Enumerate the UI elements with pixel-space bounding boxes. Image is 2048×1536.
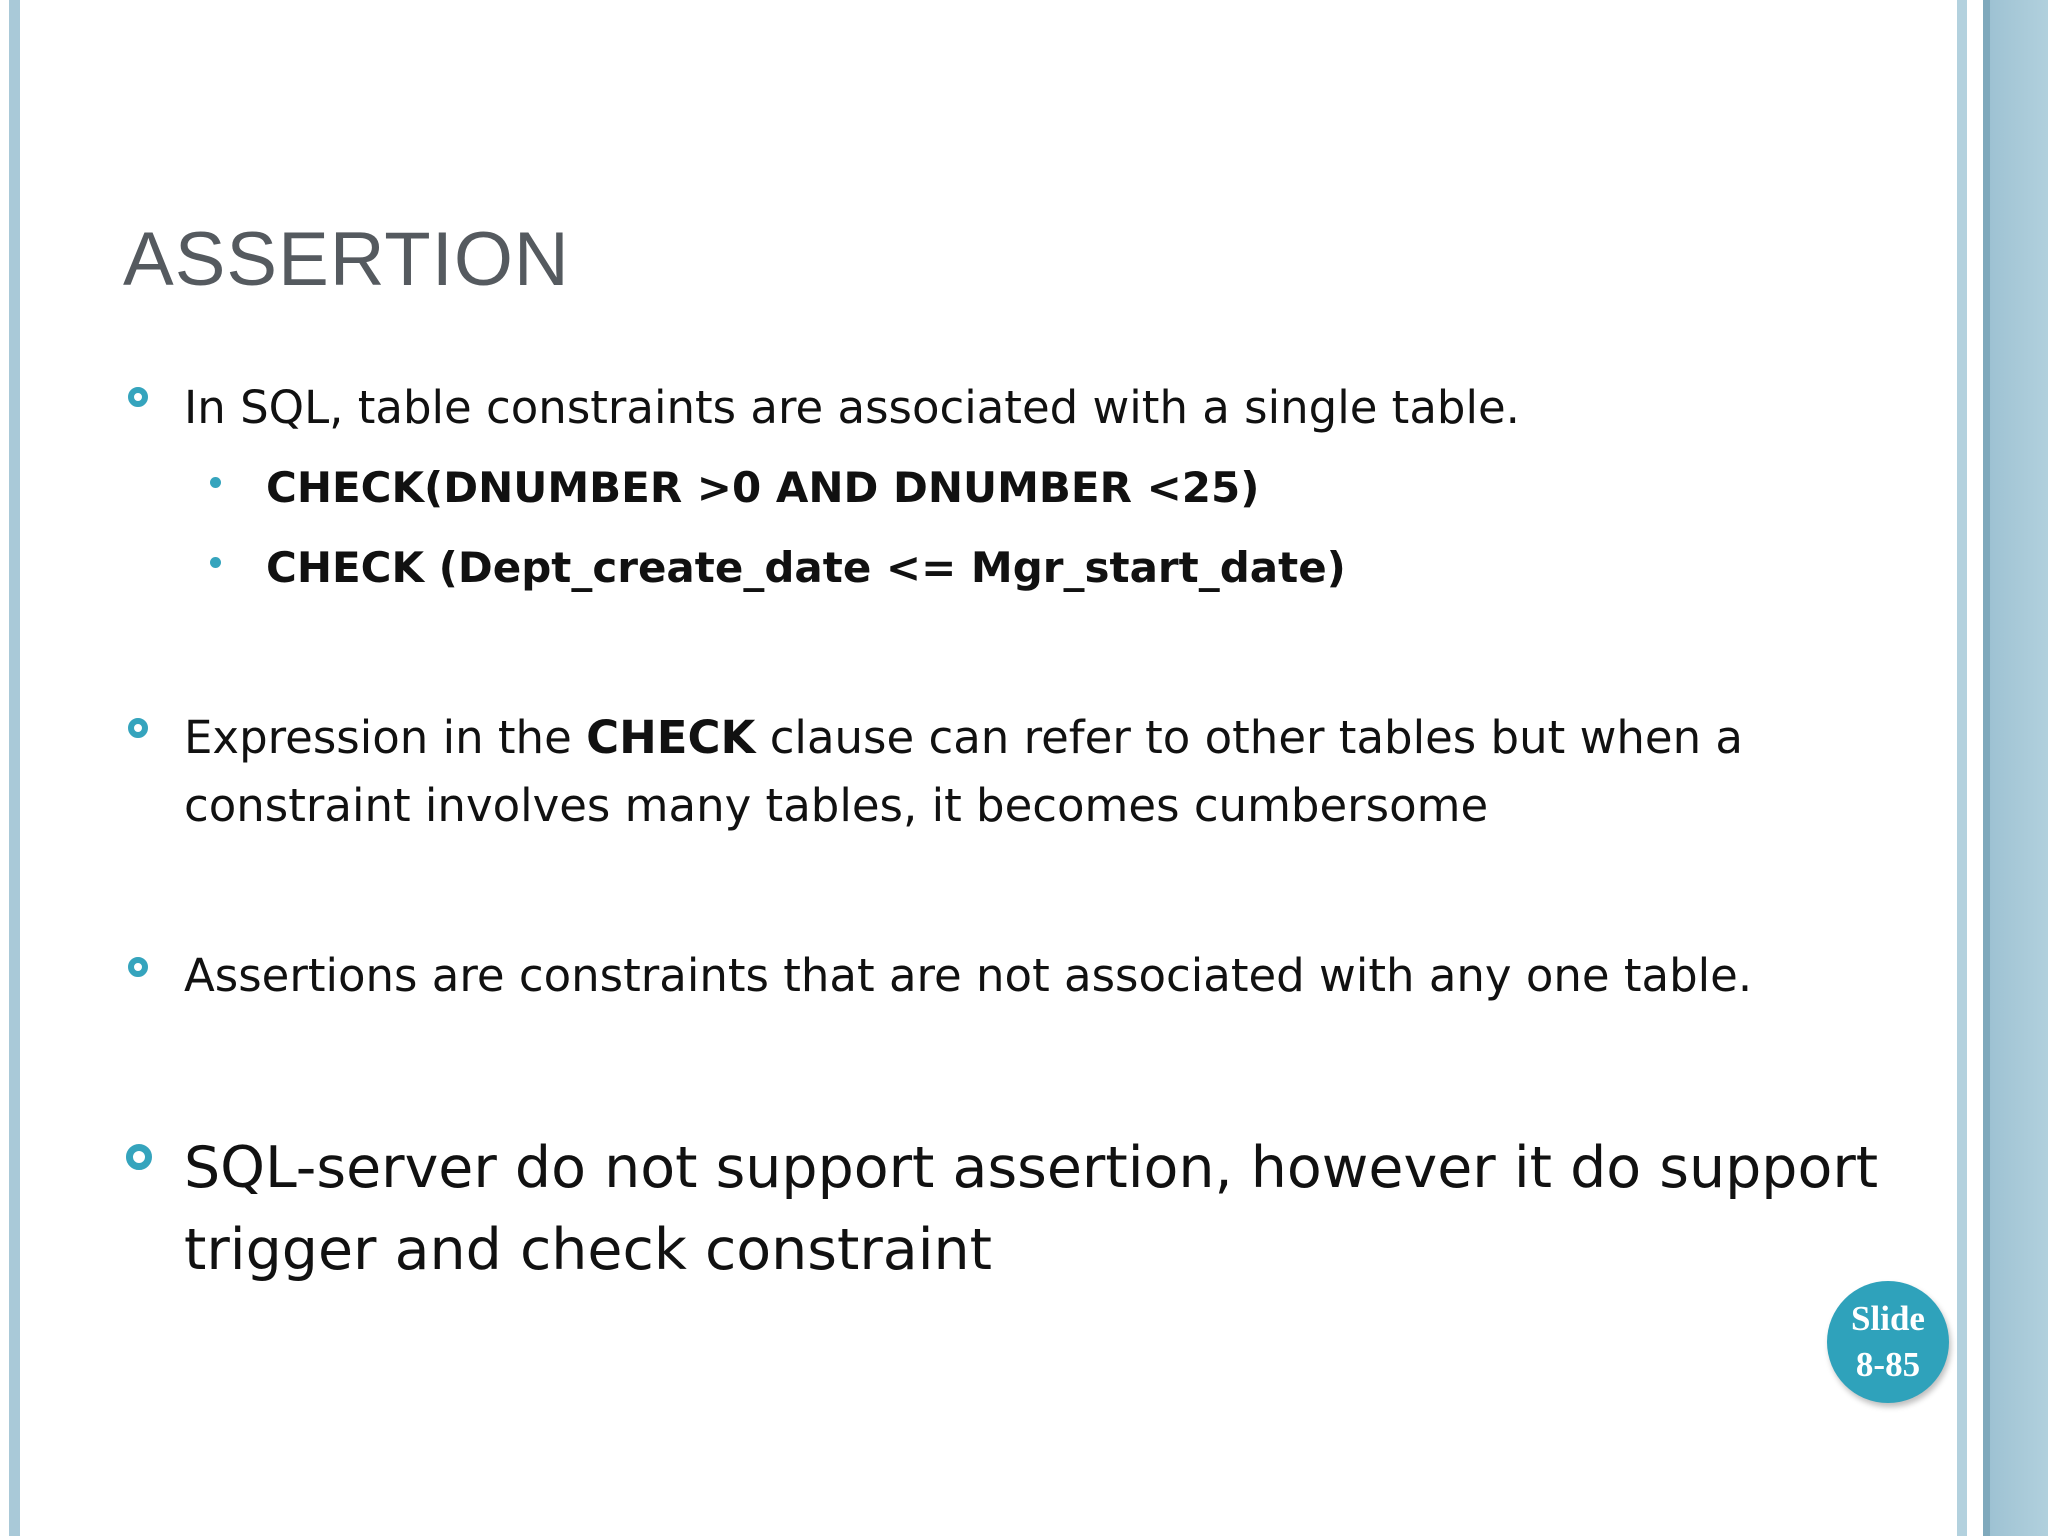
- right-frame-inner-bar: [1983, 0, 1990, 1536]
- sub-bullet-dot-icon: [210, 557, 221, 568]
- slide-number-badge: [1827, 1281, 1949, 1403]
- sub-bullet-2-text: CHECK (Dept_create_date <= Mgr_start_date): [266, 543, 1346, 592]
- slide-title: ASSERTION: [123, 217, 570, 302]
- bullet-2-line-2: constraint involves many tables, it becomes cumbersome: [184, 779, 1489, 832]
- bullet-ring-icon: [128, 387, 148, 407]
- bullet-4-line-1: SQL-server do not support assertion, however it do support: [184, 1135, 1879, 1201]
- bullet-2-text-after: clause can refer to other tables but when a: [755, 711, 1743, 764]
- slide-badge-number: 8-85: [1855, 1345, 1921, 1384]
- bullet-2-check-keyword: CHECK: [586, 711, 756, 764]
- sub-bullet-dot-icon: [210, 477, 221, 488]
- bullet-1-text: In SQL, table constraints are associated with a single table.: [184, 381, 1520, 434]
- sub-bullet-1-text: CHECK(DNUMBER >0 AND DNUMBER <25): [266, 463, 1260, 512]
- bullet-4-line-2: trigger and check constraint: [184, 1217, 993, 1283]
- bullet-2-text-before: Expression in the: [184, 711, 587, 764]
- bullet-ring-icon: [128, 957, 148, 977]
- bullet-2-line-1: [184, 708, 1743, 768]
- right-frame-gap: [1967, 0, 1983, 1536]
- slide-badge-label: Slide: [1851, 1299, 1925, 1338]
- bullet-ring-icon: [126, 1144, 152, 1170]
- left-frame-bar: [9, 0, 20, 1536]
- bullet-ring-icon: [128, 718, 148, 738]
- bullet-3-text: Assertions are constraints that are not associated with any one table.: [184, 949, 1753, 1002]
- right-frame-thin-bar: [1957, 0, 1967, 1536]
- right-frame-wide-bar: [1983, 0, 2048, 1536]
